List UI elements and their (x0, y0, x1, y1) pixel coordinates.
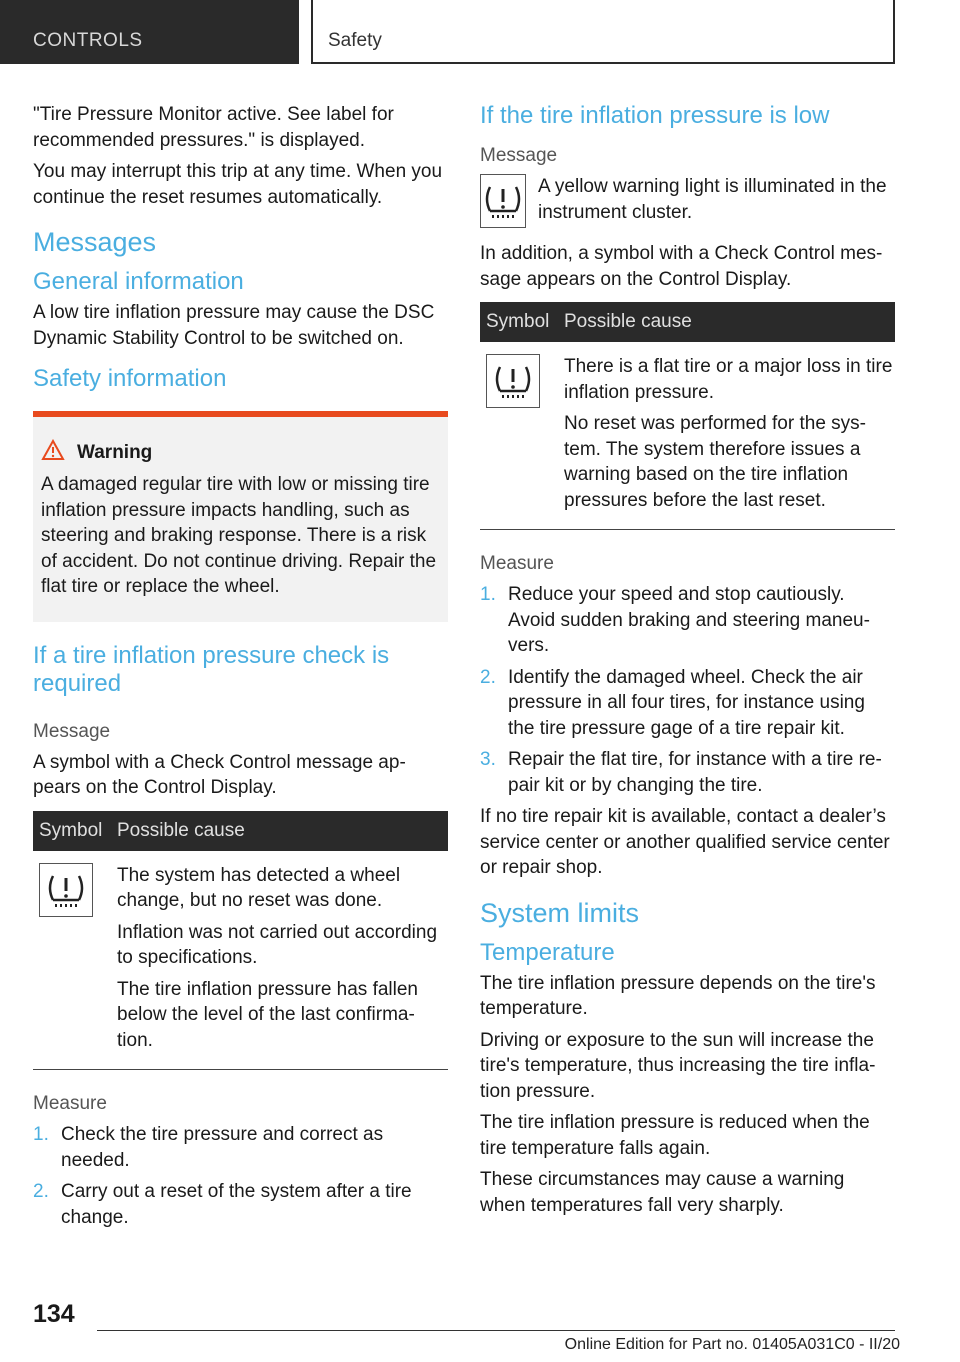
general-information-heading: General information (33, 268, 244, 295)
step-number: 2. (480, 666, 496, 688)
step-text: Repair the flat tire, for instance with a tire re‐pair kit or by changing the tire. (508, 749, 882, 796)
measure-subheading: Measure (480, 553, 554, 574)
table-header (480, 302, 895, 342)
symbol-table (33, 811, 448, 1071)
step-text: Identify the damaged wheel. Check the air pressure in all four tires, for instance using the tire pressure gage of a tire repair kit. (508, 666, 865, 739)
warning-light-text: A yellow warning light is illuminated in the instrument cluster. (538, 176, 887, 223)
cause-text: The tire inflation pressure has fallen below the level of the last confirma‐tion. (117, 978, 418, 1051)
temperature-text-2: Driving or exposure to the sun will increase the tire's temperature, thus increasing the tire infla‐tion pressure. (480, 1029, 876, 1102)
footer-edition: Online Edition for Part no. 01405A031C0 - II/20 (564, 1336, 900, 1353)
page-number: 134 (33, 1300, 75, 1328)
pressure-check-heading: If a tire inflation pressure check is required (33, 641, 390, 697)
table-header-cause: Possible cause (117, 819, 245, 841)
temperature-text-3: The tire inflation pressure is reduced when the tire temperature falls again. (480, 1112, 870, 1159)
table-header-symbol: Symbol (486, 311, 550, 332)
warning-label: Warning (77, 441, 153, 463)
warning-triangle-icon (41, 439, 65, 466)
header-chapter-tab (311, 0, 895, 64)
list-item (33, 1122, 448, 1173)
table-header-symbol: Symbol (39, 819, 103, 841)
step-text: Carry out a reset of the system after a tire change. (61, 1181, 412, 1228)
table-row (480, 342, 895, 530)
messages-heading: Messages (33, 227, 157, 257)
table-header (33, 811, 448, 851)
general-information-text: A low tire inflation pressure may cause the DSC Dynamic Stability Control to be switched on. (33, 302, 435, 349)
step-number: 2. (33, 1181, 49, 1202)
cause-text: No reset was performed for the sys‐tem. The system therefore issues a warning based on the tire inflation pressures before the last reset. (564, 413, 866, 511)
list-item (480, 582, 895, 659)
message-text: A symbol with a Check Control message ap‐pears on the Control Display. (33, 751, 406, 798)
tire-pressure-warning-icon (39, 863, 93, 917)
step-number: 1. (33, 1124, 49, 1145)
temperature-text-4: These circumstances may cause a warning when temperatures fall very sharply. (480, 1169, 845, 1216)
step-text: Reduce your speed and stop cautiously. Avoid sudden braking and steering maneu‐vers. (508, 584, 870, 656)
measure-steps (33, 1122, 448, 1230)
intro-paragraph-1: "Tire Pressure Monitor active. See label for recommended pressures." is displayed. (33, 104, 394, 151)
symbol-table (480, 302, 895, 530)
left-column (33, 102, 448, 1236)
intro-paragraph-2: You may interrupt this trip at any time. When you continue the reset resumes automatically. (33, 161, 443, 208)
tire-pressure-warning-icon (486, 354, 540, 408)
list-item (33, 1179, 448, 1230)
header-chapter-label: Safety (328, 30, 382, 51)
step-text: Check the tire pressure and correct as needed. (61, 1124, 384, 1171)
message-subheading: Message (33, 720, 111, 742)
table-header-cause: Possible cause (564, 311, 692, 332)
list-item (480, 747, 895, 798)
cause-text: The system has detected a wheel change, but no reset was done. (117, 864, 401, 911)
header-section-label: CONTROLS (33, 30, 143, 51)
measure-steps (480, 582, 895, 798)
footer-divider (97, 1330, 895, 1331)
low-pressure-heading: If the tire inflation pressure is low (480, 102, 830, 129)
warning-text: A damaged regular tire with low or missing tire inflation pressure impacts handling, such as steering and braking response. There is a risk of accident. Do not continue driving. Repair the flat tire or replace the wheel. (41, 474, 437, 597)
right-column (480, 102, 895, 1224)
header-section-tab (0, 0, 299, 64)
tire-pressure-warning-icon (480, 174, 526, 228)
warning-light-block (480, 174, 895, 231)
dealer-text: If no tire repair kit is available, contact a dealer’s service center or another qualified service center or repair shop. (480, 806, 890, 878)
cause-text: There is a flat tire or a major loss in tire inflation pressure. (564, 356, 893, 403)
cause-text: Inflation was not carried out according to specifications. (117, 921, 438, 968)
warning-box (33, 411, 448, 622)
step-number: 3. (480, 749, 496, 770)
step-number: 1. (480, 584, 496, 605)
temperature-heading: Temperature (480, 938, 615, 966)
measure-subheading: Measure (33, 1093, 107, 1114)
system-limits-heading: System limits (480, 897, 640, 928)
message-subheading: Message (480, 145, 558, 166)
table-row (33, 851, 448, 1071)
list-item (480, 665, 895, 742)
safety-information-heading: Safety information (33, 365, 227, 392)
check-control-text: In addition, a symbol with a Check Control mes‐sage appears on the Control Display. (480, 243, 883, 290)
temperature-text-1: The tire inflation pressure depends on the tire's temperature. (480, 972, 876, 1019)
